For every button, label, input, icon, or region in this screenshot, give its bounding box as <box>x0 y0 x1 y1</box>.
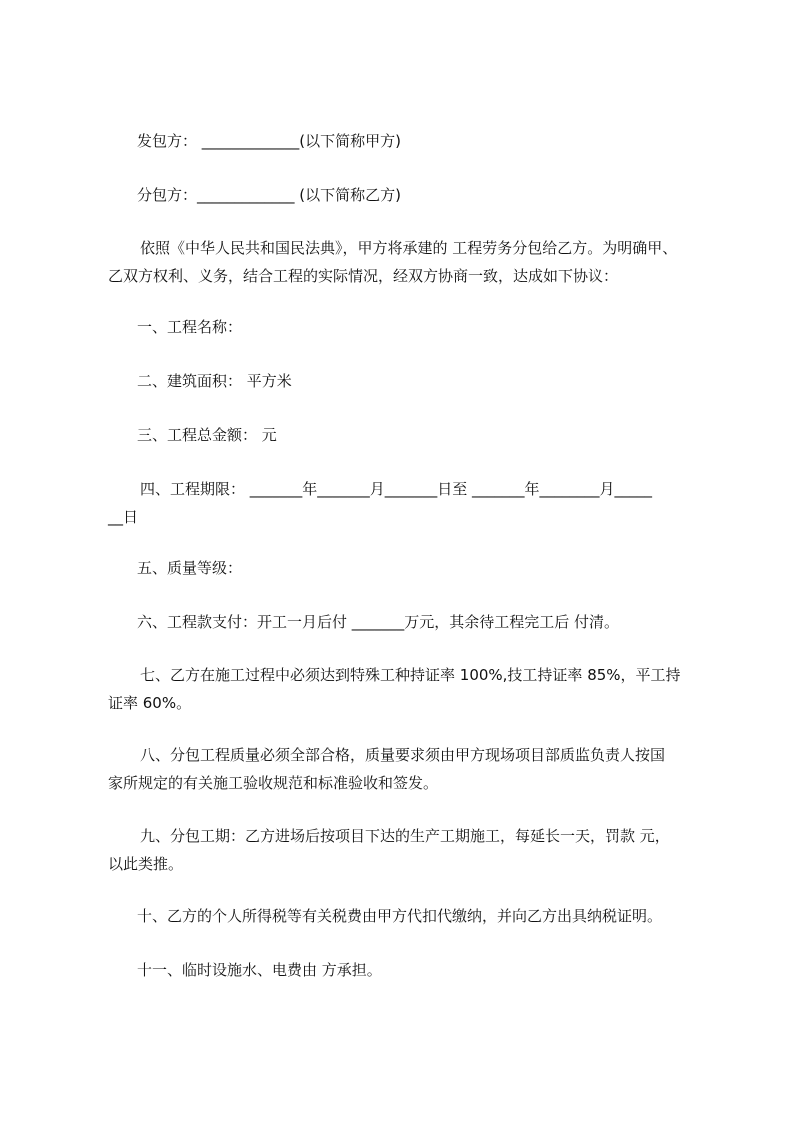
item-payment: 六、工程款支付：开工一月后付 _______万元，其余待工程完工后 付清。 <box>137 613 620 631</box>
item-quality-grade: 五、质量等级： <box>137 559 243 577</box>
item-quality-line-1: 八、分包工程质量必须全部合格，质量要求须由甲方现场项目部质监负责人按国 <box>140 746 666 764</box>
item-period-line-2: __日 <box>108 508 139 526</box>
item-utilities: 十一、临时设施水、电费由 方承担。 <box>137 961 382 979</box>
item-schedule-line-1: 九、分包工期：乙方进场后按项目下达的生产工期施工，每延长一天，罚款 元， <box>140 827 670 845</box>
item-period-line-1: 四、工程期限： _______年_______月_______日至 _______年________月_____ <box>140 480 653 498</box>
item-project-name: 一、工程名称： <box>137 318 243 336</box>
item-tax: 十、乙方的个人所得税等有关税费由甲方代扣代缴纳，并向乙方出具纳税证明。 <box>137 907 663 925</box>
item-quality-line-2: 家所规定的有关施工验收规范和标准验收和签发。 <box>108 774 439 792</box>
item-certification-line-2: 证率 60%。 <box>108 694 192 712</box>
item-total-amount: 三、工程总金额： 元 <box>137 426 277 444</box>
party-a-line: 发包方： _____________(以下简称甲方) <box>137 132 401 150</box>
item-building-area: 二、建筑面积： 平方米 <box>137 372 292 390</box>
item-certification-line-1: 七、乙方在施工过程中必须达到特殊工种持证率 100%,技工持证率 85%，平工持 <box>140 666 681 684</box>
item-schedule-line-2: 以此类推。 <box>108 855 184 873</box>
intro-line-2: 乙双方权利、义务，结合工程的实际情况，经双方协商一致，达成如下协议： <box>108 267 619 285</box>
party-b-line: 分包方：_____________ (以下简称乙方) <box>137 186 401 204</box>
intro-line-1: 依照《中华人民共和国民法典》，甲方将承建的 工程劳务分包给乙方。为明确甲、 <box>140 239 678 257</box>
